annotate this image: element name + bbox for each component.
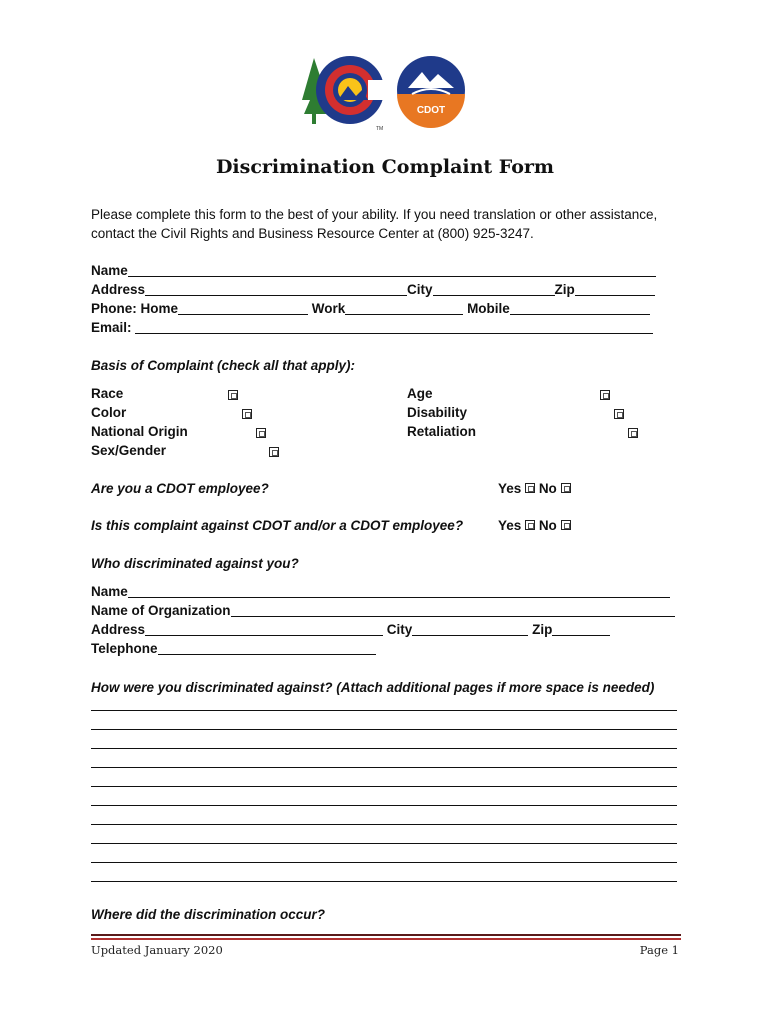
phone-row: Phone: Home Work Mobile	[91, 299, 650, 318]
who-address-row: Address City Zip	[91, 620, 610, 639]
basis-color: Color	[91, 405, 127, 420]
email-row: Email:	[91, 318, 653, 337]
colorado-logo-icon	[298, 54, 468, 134]
how-line[interactable]	[91, 786, 677, 787]
svg-text:TM: TM	[376, 126, 384, 132]
basis-race: Race	[91, 386, 124, 401]
how-line[interactable]	[91, 862, 677, 863]
basis-national-origin: National Origin	[91, 424, 188, 439]
where-heading: Where did the discrimination occur?	[91, 907, 326, 922]
basis-disability: Disability	[407, 405, 468, 420]
city-field[interactable]	[433, 281, 555, 296]
who-heading: Who discriminated against you?	[91, 556, 299, 571]
footer-rule	[91, 934, 681, 936]
q-against-cdot: Is this complaint against CDOT and/or a CDOT employee?	[91, 518, 464, 533]
race-checkbox[interactable]	[228, 390, 238, 400]
zip-field[interactable]	[575, 281, 655, 296]
q-against-cdot-answers: Yes No	[498, 516, 571, 535]
how-line[interactable]	[91, 710, 677, 711]
against-yes-checkbox[interactable]	[525, 520, 535, 530]
work-phone-field[interactable]	[345, 300, 463, 315]
address-row: Address City Zip	[91, 280, 655, 299]
q-cdot-employee-answers: Yes No	[498, 479, 571, 498]
logos	[298, 54, 468, 134]
how-line[interactable]	[91, 729, 677, 730]
footer-rule	[91, 938, 681, 940]
q-cdot-employee: Are you a CDOT employee?	[91, 481, 269, 496]
footer-updated: Updated January 2020	[91, 943, 223, 957]
who-zip-field[interactable]	[552, 621, 610, 636]
footer-page-number: Page 1	[639, 943, 679, 957]
color-checkbox[interactable]	[242, 409, 252, 419]
national-origin-checkbox[interactable]	[256, 428, 266, 438]
form-title: Discrimination Complaint Form	[215, 156, 555, 178]
how-line[interactable]	[91, 767, 677, 768]
who-org-row: Name of Organization	[91, 601, 675, 620]
how-line[interactable]	[91, 805, 677, 806]
who-name-row: Name	[91, 582, 670, 601]
who-telephone-row: Telephone	[91, 639, 376, 658]
how-line[interactable]	[91, 843, 677, 844]
home-phone-field[interactable]	[178, 300, 308, 315]
how-heading: How were you discriminated against? (Attach additional pages if more space is needed)	[91, 680, 655, 695]
name-field[interactable]	[128, 262, 656, 277]
age-checkbox[interactable]	[600, 390, 610, 400]
who-telephone-field[interactable]	[158, 640, 376, 655]
basis-age: Age	[407, 386, 433, 401]
basis-sex-gender: Sex/Gender	[91, 443, 167, 458]
who-org-field[interactable]	[231, 602, 675, 617]
who-city-field[interactable]	[412, 621, 528, 636]
how-line[interactable]	[91, 881, 677, 882]
name-row: Name	[91, 261, 656, 280]
employee-no-checkbox[interactable]	[561, 483, 571, 493]
disability-checkbox[interactable]	[614, 409, 624, 419]
against-no-checkbox[interactable]	[561, 520, 571, 530]
who-address-field[interactable]	[145, 621, 383, 636]
sex-gender-checkbox[interactable]	[269, 447, 279, 457]
how-line[interactable]	[91, 748, 677, 749]
address-field[interactable]	[145, 281, 407, 296]
svg-text:CDOT: CDOT	[416, 105, 446, 116]
how-line[interactable]	[91, 824, 677, 825]
email-field[interactable]	[135, 319, 653, 334]
basis-retaliation: Retaliation	[407, 424, 477, 439]
retaliation-checkbox[interactable]	[628, 428, 638, 438]
who-name-field[interactable]	[128, 583, 670, 598]
basis-heading: Basis of Complaint (check all that apply):	[91, 358, 356, 373]
mobile-phone-field[interactable]	[510, 300, 650, 315]
employee-yes-checkbox[interactable]	[525, 483, 535, 493]
intro-text: Please complete this form to the best of your ability. If you need translation or other assistance, contact the Civil Rights and Business Resource Center at (800) 925-3247.	[91, 207, 658, 241]
